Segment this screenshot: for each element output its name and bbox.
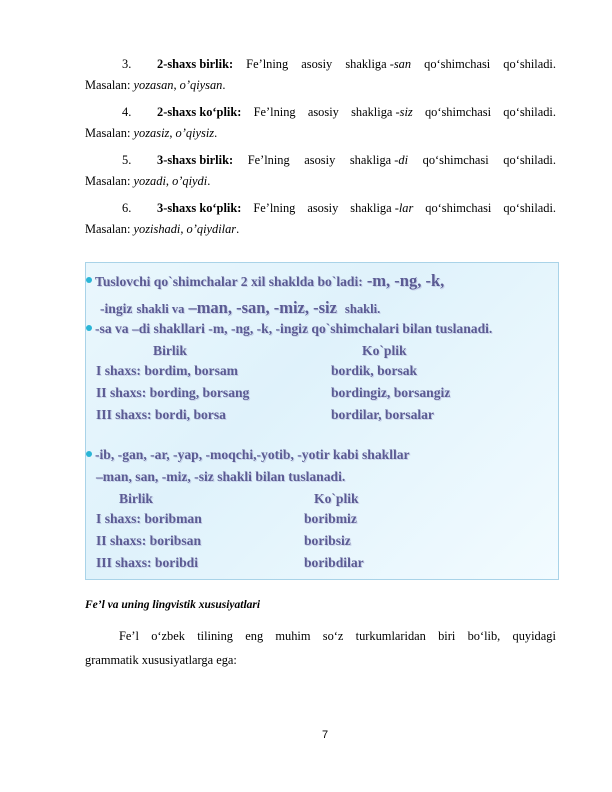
conjugation-singular: II shaxs: boribsan — [96, 533, 202, 548]
item-line: 3-shaxs ko‘plik: Fe’lning asosiy shakliga -lar qo‘shimchasi qo‘shiladi. — [157, 201, 556, 215]
item-suffix: -siz — [395, 105, 413, 119]
conjugation-plural: bordik, borsak — [331, 363, 418, 378]
item-term: 2-shaxs birlik: — [157, 57, 234, 71]
item-example: Masalan: yozasan, o’qiysan. — [85, 78, 226, 92]
item-line: 2-shaxs ko‘plik: Fe’lning asosiy shakliga -siz qo‘shimchasi qo‘shiladi. — [157, 105, 556, 119]
conjugation-singular: I shaxs: bordim, borsam — [96, 363, 238, 378]
bullet-icon — [86, 325, 92, 331]
page-number: 7 — [322, 729, 329, 741]
item-term: 3-shaxs birlik: — [157, 153, 234, 167]
conjugation-plural: bordingiz, borsangiz — [331, 385, 451, 400]
item-number: 6. — [122, 201, 132, 215]
paragraph-line-2: grammatik xususiyatlarga ega: — [85, 653, 237, 667]
item-example: Masalan: yozasiz, o’qiysiz. — [85, 126, 218, 140]
item-line: 2-shaxs birlik: Fe’lning asosiy shakliga -san qo‘shimchasi qo‘shiladi. — [157, 57, 556, 71]
conjugation-singular: II shaxs: bording, borsang — [96, 385, 250, 400]
item-example: Masalan: yozadi, o’qiydi. — [85, 174, 211, 188]
table1-header-plural: Ko`plik — [362, 343, 407, 358]
conjugation-singular: III shaxs: bordi, borsa — [96, 407, 226, 422]
bullet-icon — [86, 451, 92, 457]
paragraph-line-1: Fe’l o‘zbek tilining eng muhim so‘z turkumlaridan biri bo‘lib, quyidagi — [119, 629, 556, 643]
conjugation-singular: III shaxs: boribdi — [96, 555, 198, 570]
figure-line-4: -ib, -gan, -ar, -yap, -moqchi,-yotib, -yotir kabi shakllar — [86, 447, 410, 463]
figure-line-5: –man, san, -miz, -siz shakli bilan tuslanadi. — [96, 469, 346, 484]
table2-header-singular: Birlik — [119, 491, 153, 506]
item-suffix: -di — [394, 153, 409, 167]
conjugation-plural: bordilar, borsalar — [331, 407, 434, 422]
item-number: 4. — [122, 105, 132, 119]
item-line: 3-shaxs birlik: Fe’lning asosiy shakliga -di qo‘shimchasi qo‘shiladi. — [157, 153, 556, 167]
item-suffix: -lar — [394, 201, 414, 215]
item-number: 3. — [122, 57, 132, 71]
conjugation-plural: boribdilar — [304, 555, 364, 570]
item-example: Masalan: yozishadi, o’qiydilar. — [85, 222, 240, 236]
item-term: 3-shaxs ko‘plik: — [157, 201, 242, 215]
item-suffix: -san — [389, 57, 412, 71]
item-number: 5. — [122, 153, 132, 167]
conjugation-singular: I shaxs: boribman — [96, 511, 202, 526]
figure-line-3: -sa va –di shakllari -m, -ng, -k, -ingiz qo`shimchalari bilan tuslanadi. — [86, 321, 492, 337]
conjugation-figure — [85, 262, 559, 580]
item-term: 2-shaxs ko‘plik: — [157, 105, 242, 119]
bullet-icon — [86, 277, 92, 283]
section-heading: Fe’l va uning lingvistik xususiyatlari — [85, 599, 261, 611]
conjugation-plural: boribsiz — [304, 533, 351, 548]
conjugation-plural: boribmiz — [304, 511, 357, 526]
table2-header-plural: Ko`plik — [314, 491, 359, 506]
table1-header-singular: Birlik — [153, 343, 187, 358]
figure-line-1: Tuslovchi qo`shimchalar 2 xil shaklda bo`ladi: -m, -ng, -k, — [86, 271, 444, 291]
figure-line-2: -ingiz shakli va –man, -san, -miz, -siz shakli. — [100, 298, 381, 317]
